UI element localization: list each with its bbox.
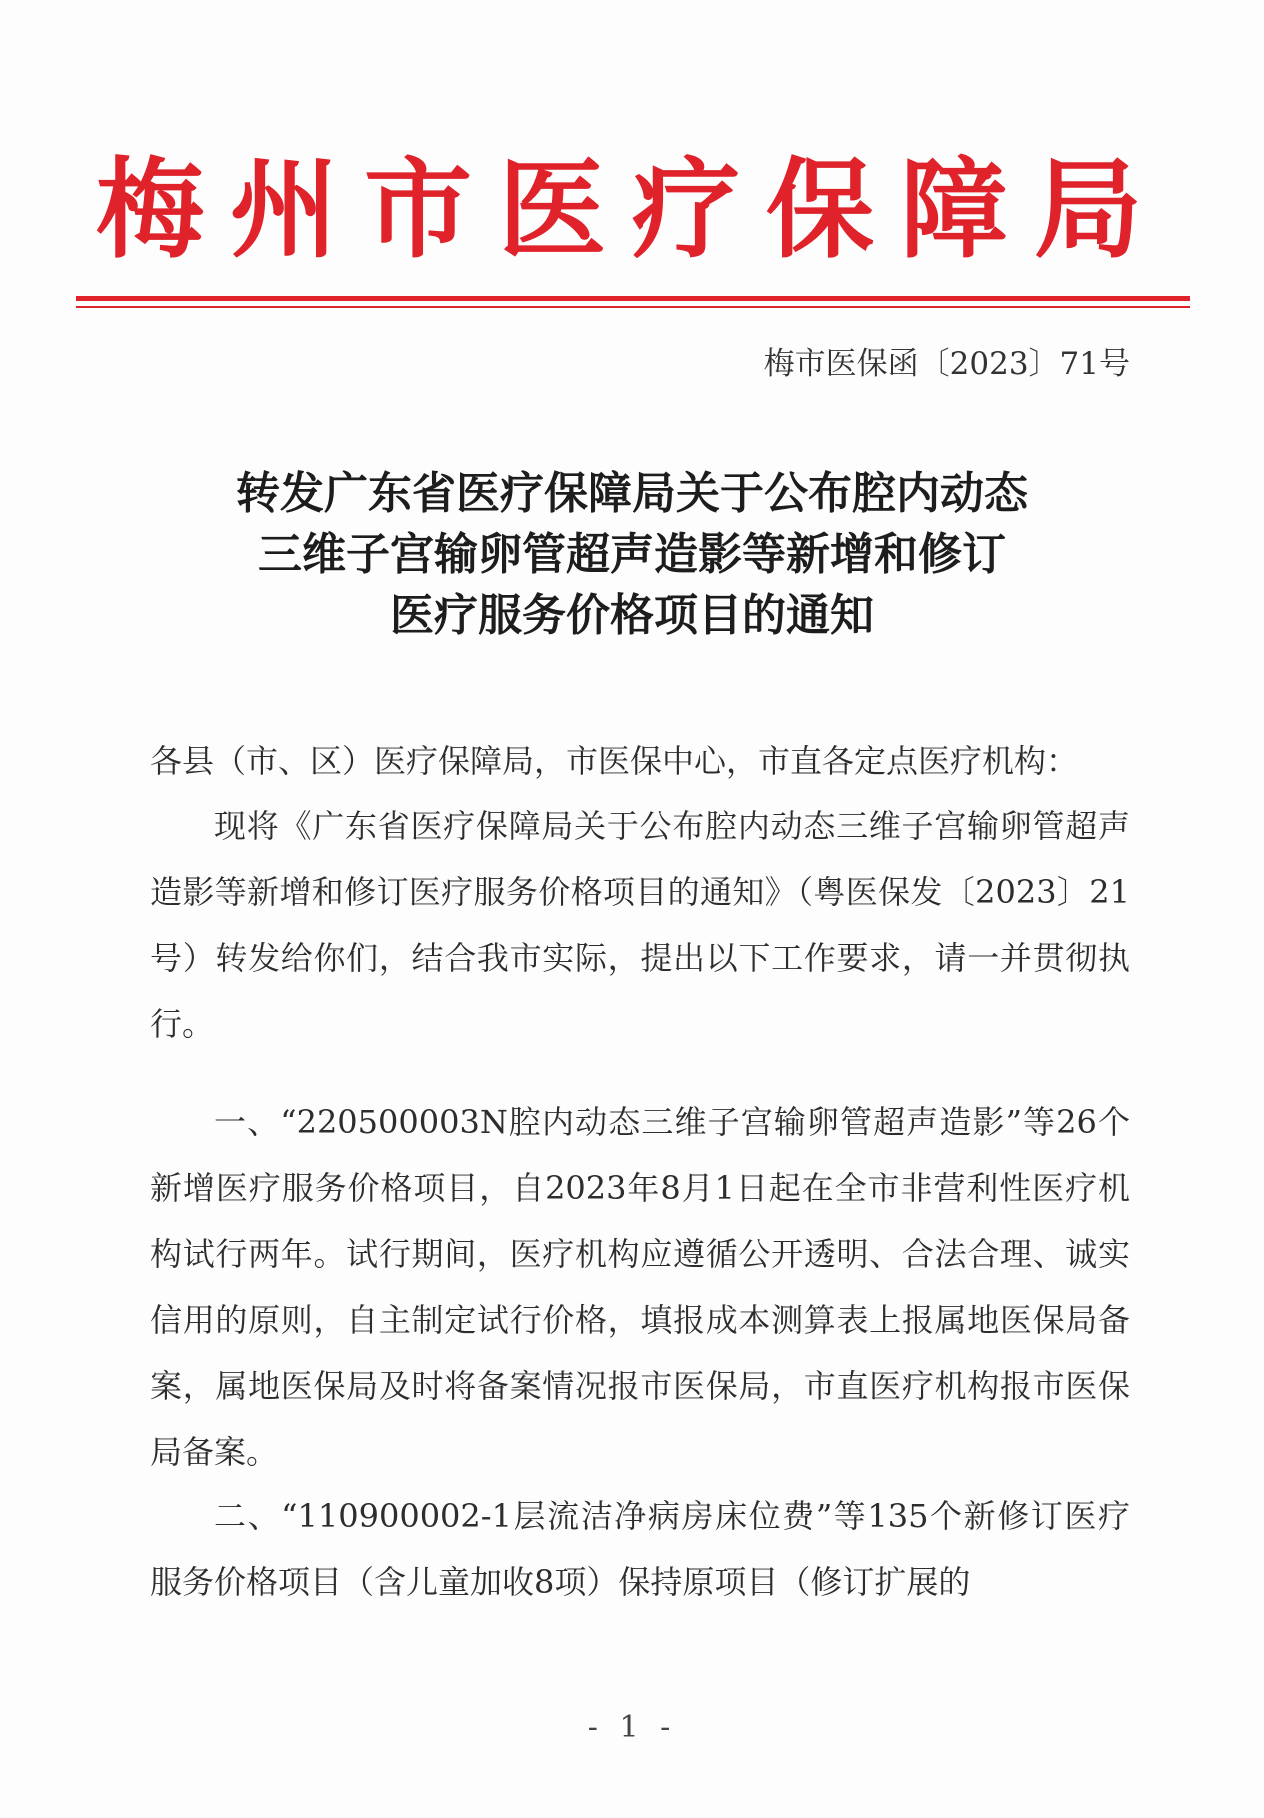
letterhead-title: 梅州市医疗保障局 <box>95 147 1168 273</box>
title-line-2: 三维子宫输卵管超声造影等新增和修订 <box>258 529 1006 580</box>
addressee: 各县（市、区）医疗保障局，市医保中心，市直各定点医疗机构： <box>150 742 1079 780</box>
paragraph-item-one: 一、“220500003N腔内动态三维子宫输卵管超声造影”等26个新增医疗服务价格项目，自2023年8月1日起在全市非营利性医疗机构试行两年。试行期间，医疗机构应遵循公开透明、合法合理、诚实信用的原则，自主制定试行价格，填报成本测算表上报属地医保局备案，属地医保局及时将备案情况报市医保局，市直医疗机构报市医保局备案。 <box>150 1103 1130 1471</box>
title-line-1: 转发广东省医疗保障局关于公布腔内动态 <box>236 468 1028 519</box>
title-line-3: 医疗服务价格项目的通知 <box>390 590 874 641</box>
page-number: - 1 - <box>587 1710 677 1745</box>
paragraph-item-two: 二、“110900002-1层流洁净病房床位费”等135个新修订医疗服务价格项目（含儿童加收8项）保持原项目（修订扩展的 <box>150 1497 1130 1601</box>
document-number: 梅市医保函〔2023〕71号 <box>763 346 1130 382</box>
paragraph-intro: 现将《广东省医疗保障局关于公布腔内动态三维子宫输卵管超声造影等新增和修订医疗服务价格项目的通知》（粤医保发〔2023〕21号）转发给你们，结合我市实际，提出以下工作要求，请一并贯彻执行。 <box>150 807 1130 1043</box>
